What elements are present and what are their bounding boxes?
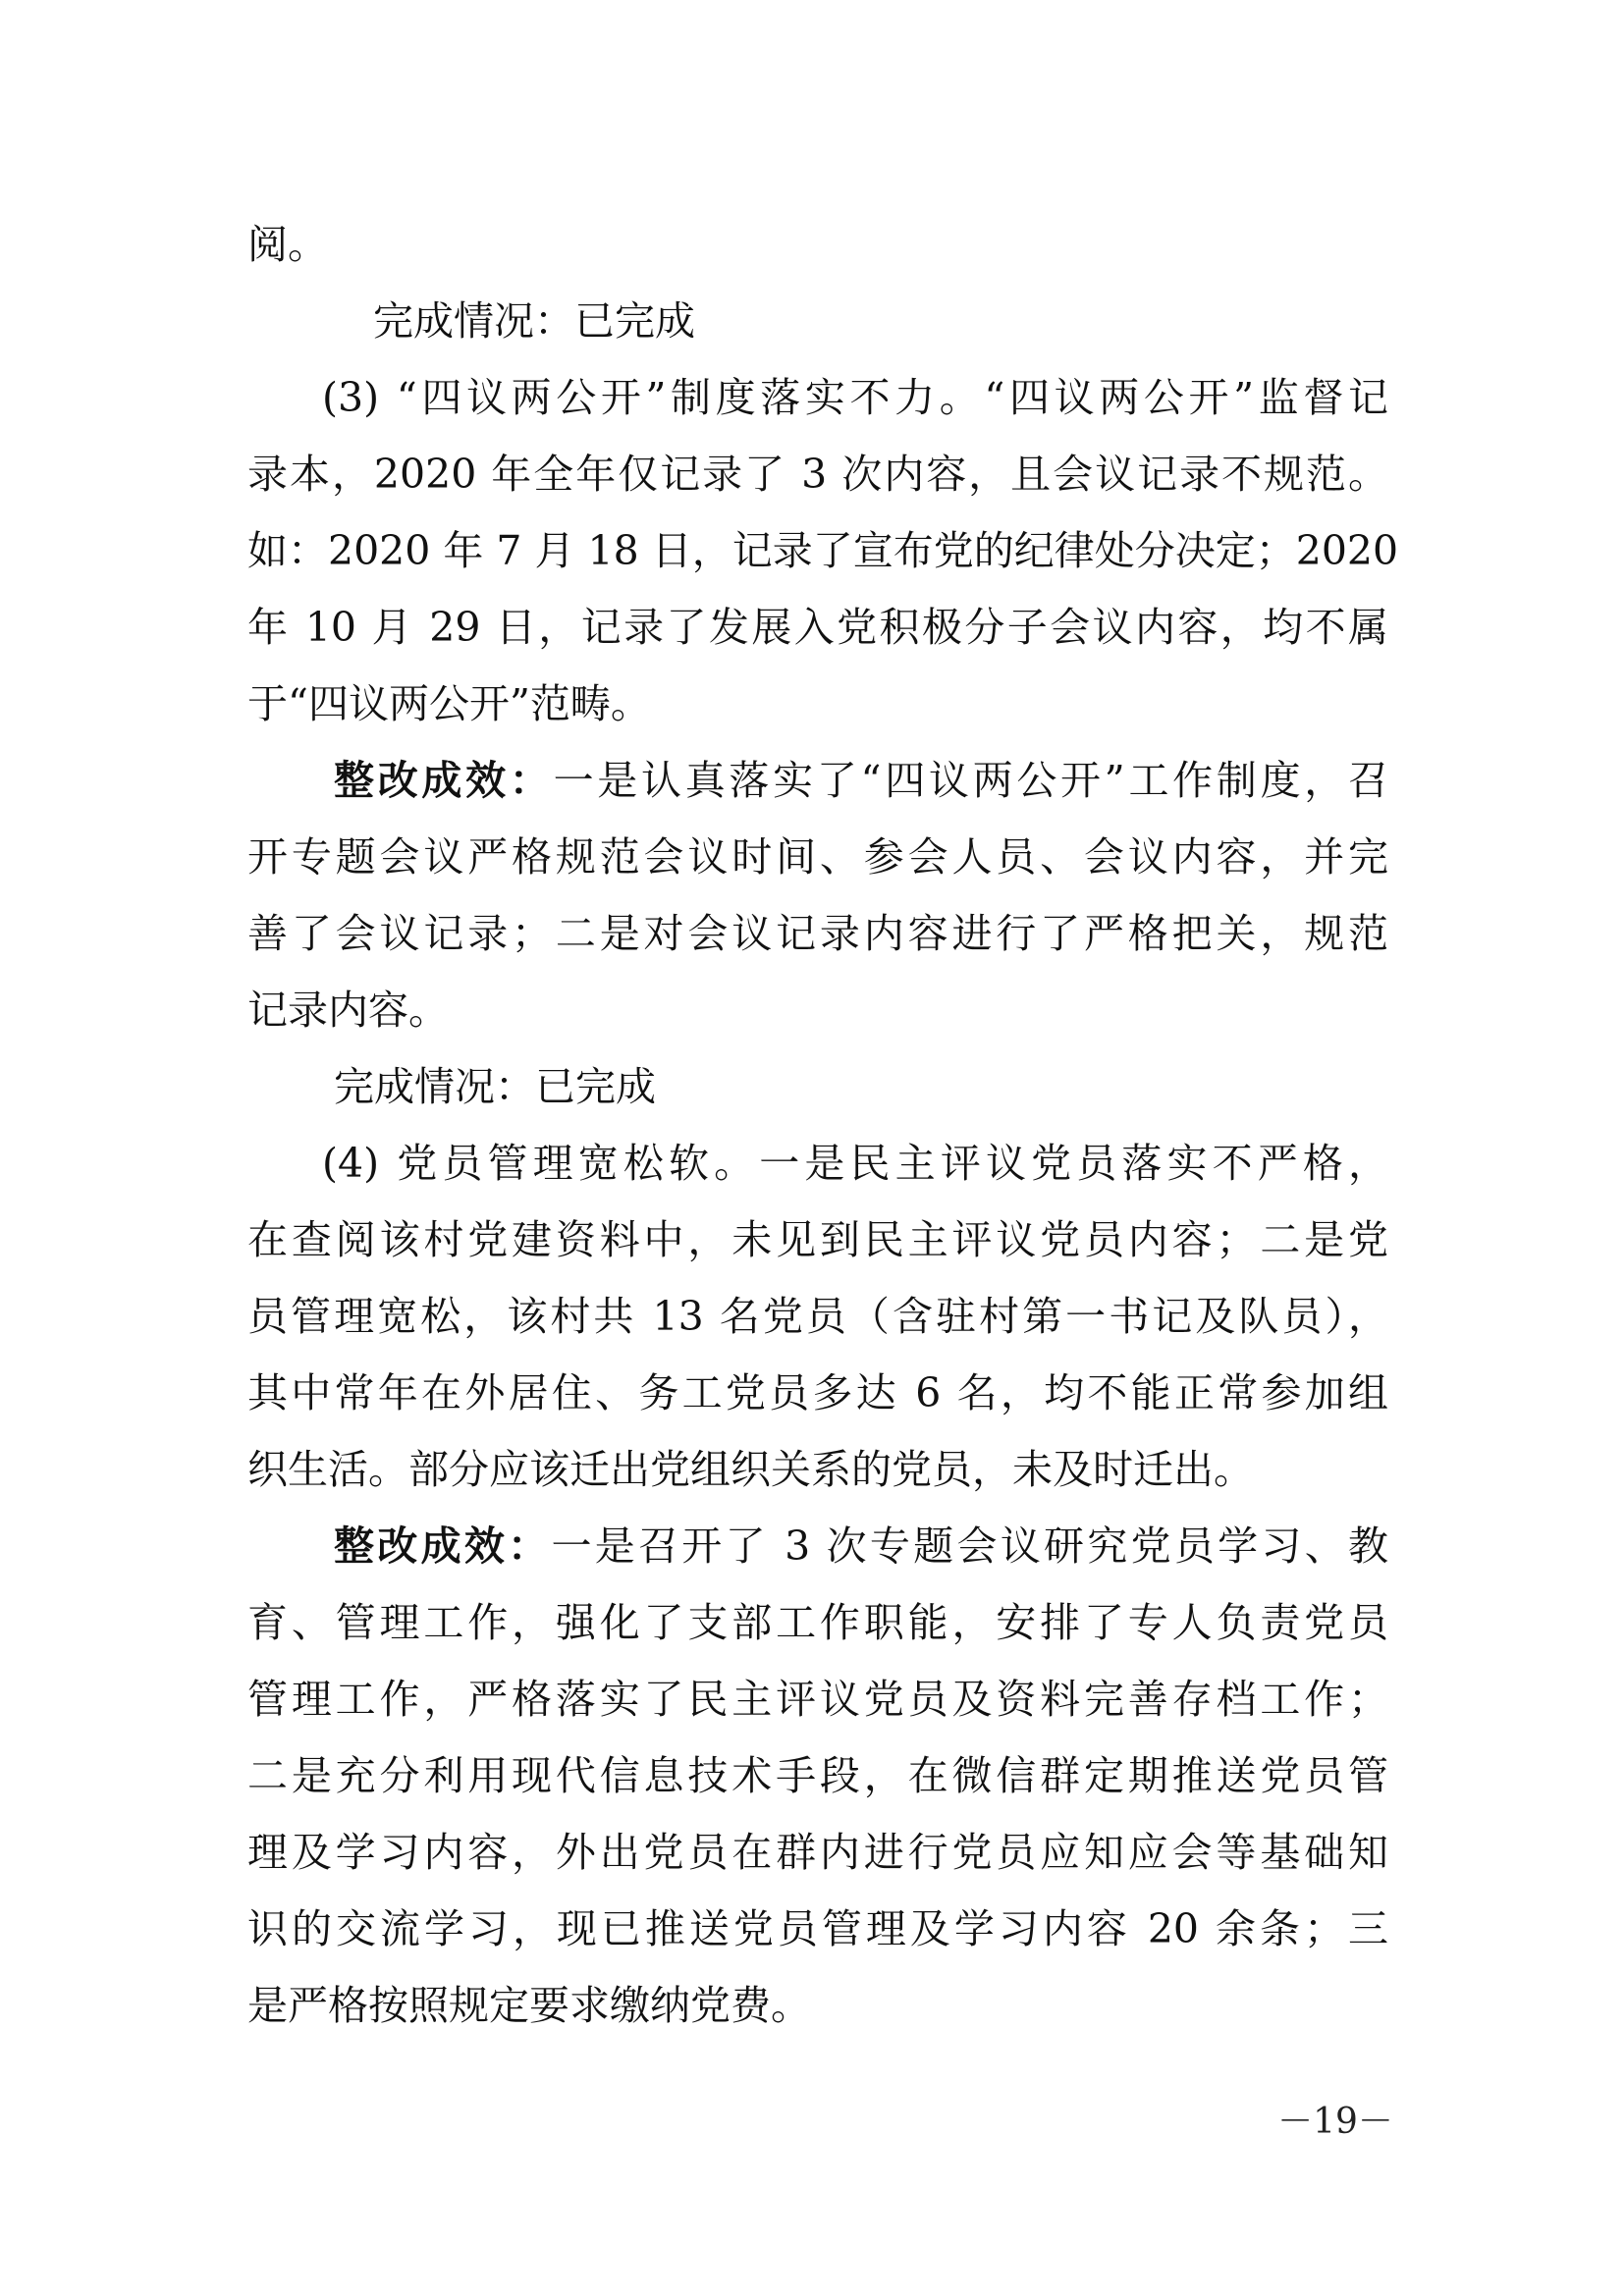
page-number: －19－ — [1277, 2102, 1393, 2142]
text-line: 理及学习内容，外出党员在群内进行党员应知应会等基础知 — [247, 1829, 1388, 1876]
rectification-label: 整改成效： — [334, 1522, 552, 1570]
issue-heading-4: (4) 党员管理宽松软。一是民主评议党员落实不严格， — [322, 1140, 1388, 1187]
issue-heading-3: (3) “四议两公开”制度落实不力。“四议两公开”监督记 — [322, 374, 1388, 421]
rectification-label: 整改成效： — [334, 757, 554, 804]
text-line: 年 10 月 29 日，记录了发展入党积极分子会议内容，均不属 — [247, 604, 1388, 651]
text-line: 二是充分利用现代信息技术手段，在微信群定期推送党员管 — [247, 1752, 1388, 1799]
rectification-text: 一是认真落实了“四议两公开”工作制度，召 — [553, 757, 1389, 804]
text-line: 录本，2020 年全年仅记录了 3 次内容，且会议记录不规范。 — [247, 451, 1388, 498]
rectification-result — [247, 742, 1388, 819]
text-line: 其中常年在外居住、务工党员多达 6 名，均不能正常参加组 — [247, 1369, 1388, 1416]
text-line: 在查阅该村党建资料中，未见到民主评议党员内容；二是党 — [247, 1216, 1388, 1263]
text-line: 开专题会议严格规范会议时间、参会人员、会议内容，并完 — [247, 833, 1388, 881]
text-line: 织生活。部分应该迁出党组织关系的党员，未及时迁出。 — [247, 1446, 1254, 1493]
text-line: 是严格按照规定要求缴纳党费。 — [247, 1982, 811, 2029]
text-line: 于“四议两公开”范畴。 — [247, 680, 651, 727]
rectification-text: 一是召开了 3 次专题会议研究党员学习、教 — [551, 1522, 1389, 1570]
completion-status: 完成情况：已完成 — [373, 297, 695, 345]
rectification-result — [247, 1508, 1388, 1584]
completion-status: 完成情况：已完成 — [334, 1063, 656, 1110]
text-line: 识的交流学习，现已推送党员管理及学习内容 20 余条；三 — [247, 1905, 1388, 1952]
text-line: 育、管理工作，强化了支部工作职能，安排了专人负责党员 — [247, 1599, 1388, 1646]
text-line: 如：2020 年 7 月 18 日，记录了宣布党的纪律处分决定；2020 — [247, 527, 1399, 574]
text-line: 员管理宽松，该村共 13 名党员（含驻村第一书记及队员）， — [247, 1293, 1388, 1340]
text-line: 阅。 — [247, 221, 328, 268]
text-line: 管理工作，严格落实了民主评议党员及资料完善存档工作； — [247, 1676, 1388, 1723]
document-body — [247, 206, 1399, 2044]
text-line: 记录内容。 — [247, 987, 449, 1034]
text-line: 善了会议记录；二是对会议记录内容进行了严格把关，规范 — [247, 910, 1388, 957]
